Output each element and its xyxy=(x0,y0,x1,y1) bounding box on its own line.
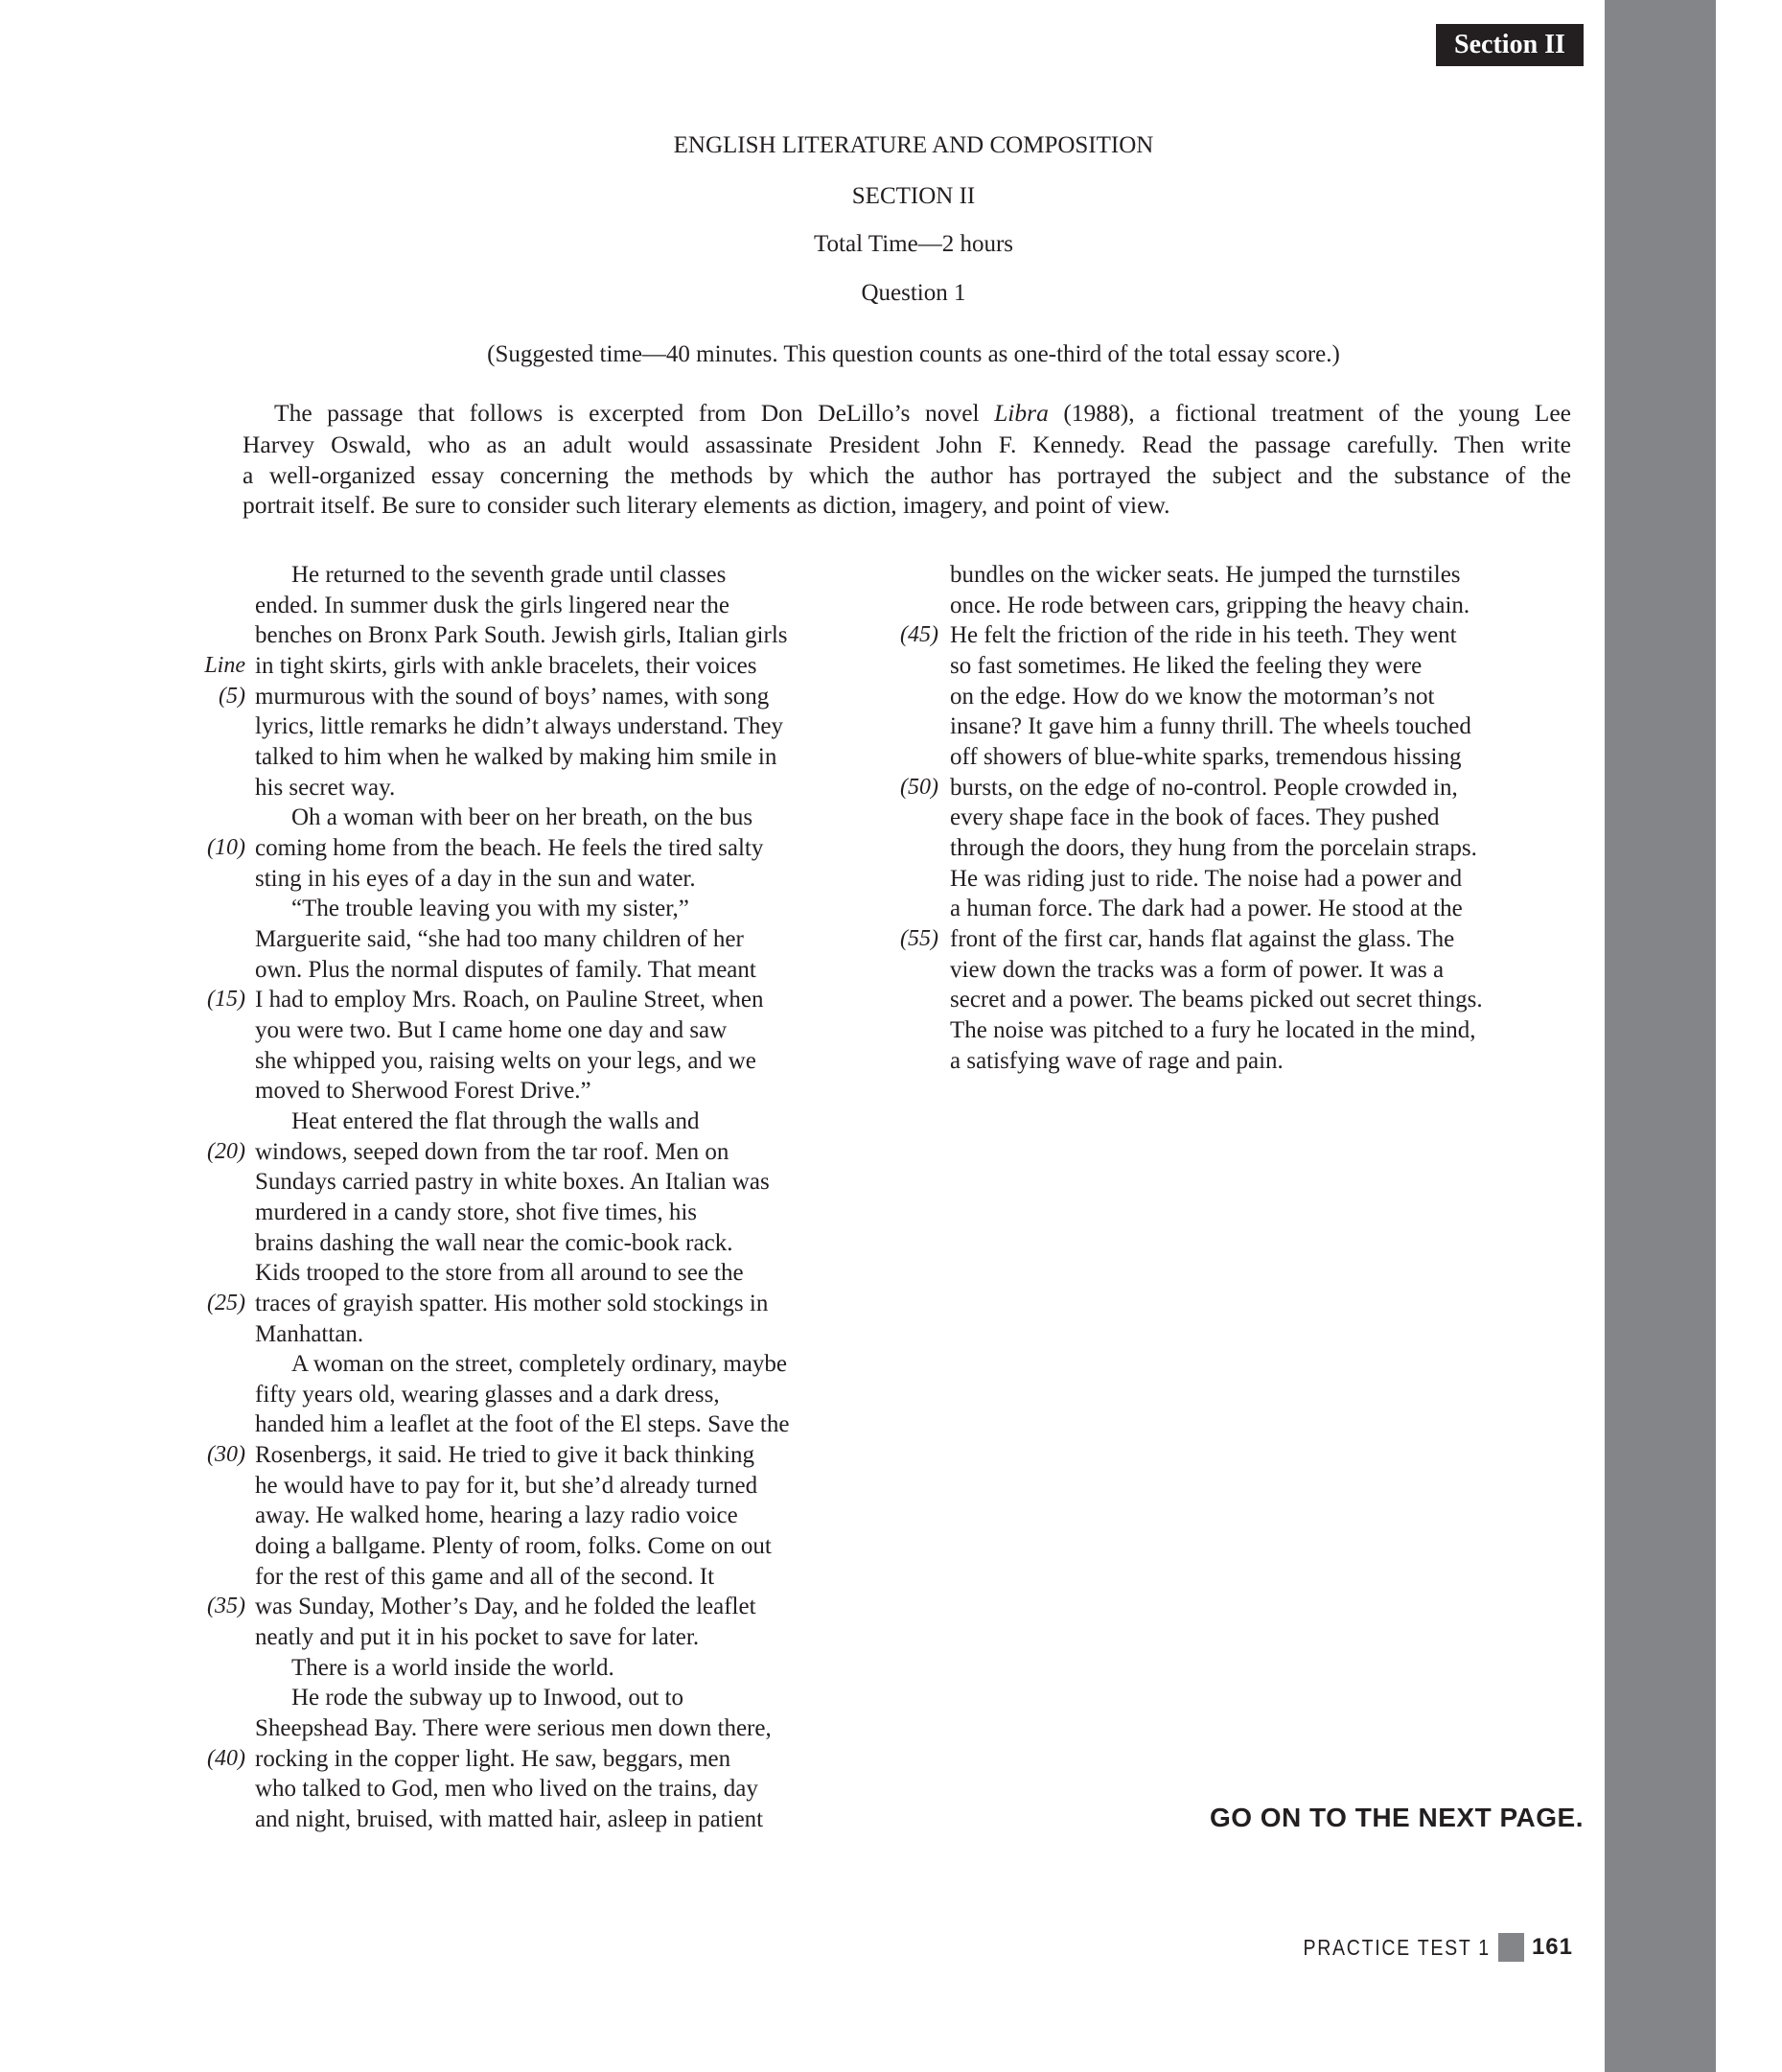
passage-line: Rosenbergs, it said. He tried to give it back thinking xyxy=(255,1442,754,1469)
passage-line: he would have to pay for it, but she’d already turned xyxy=(255,1472,758,1499)
subject-heading: ENGLISH LITERATURE AND COMPOSITION xyxy=(673,132,1154,158)
passage-line: own. Plus the normal disputes of family. That meant xyxy=(255,956,756,983)
passage-line: bursts, on the edge of no-control. People crowded in, xyxy=(950,774,1458,801)
passage-line: I had to employ Mrs. Roach, on Pauline Street, when xyxy=(255,987,764,1013)
passage-line: for the rest of this game and all of the second. It xyxy=(255,1563,715,1590)
passage-line: insane? It gave him a funny thrill. The wheels touched xyxy=(950,713,1471,740)
passage-line: There is a world inside the world. xyxy=(291,1654,614,1681)
total-time: Total Time—2 hours xyxy=(814,231,1013,257)
passage-line: secret and a power. The beams picked out secret things. xyxy=(950,987,1483,1013)
suggested-time-note: (Suggested time—40 minutes. This question counts as one-third of the total essay score.) xyxy=(487,341,1340,367)
passage-line: once. He rode between cars, gripping the heavy chain. xyxy=(950,592,1470,618)
line-number: (10) xyxy=(207,834,245,860)
passage-line: so fast sometimes. He liked the feeling they were xyxy=(950,652,1423,679)
passage-line: who talked to God, men who lived on the trains, day xyxy=(255,1776,758,1803)
passage-line: moved to Sherwood Forest Drive.” xyxy=(255,1078,591,1105)
passage-line: A woman on the street, completely ordinary, maybe xyxy=(291,1351,787,1378)
intro-text: The passage that follows is excerpted from Don DeLillo’s novel xyxy=(274,399,995,427)
footer-label: PRACTICE TEST 1 xyxy=(1303,1934,1491,1960)
passage-line: murmurous with the sound of boys’ names, with song xyxy=(255,683,770,710)
passage-line: Kids trooped to the store from all around to see the xyxy=(255,1260,744,1287)
passage-line: coming home from the beach. He feels the tired salty xyxy=(255,834,764,861)
passage-line: Manhattan. xyxy=(255,1320,364,1347)
intro-line: a well-organized essay concerning the methods by which the author has portrayed the subject and the substance of the xyxy=(243,461,1571,489)
passage-line: He returned to the seventh grade until classes xyxy=(291,562,727,588)
passage-line: sting in his eyes of a day in the sun and water. xyxy=(255,865,696,892)
passage-line: neatly and put it in his pocket to save for later. xyxy=(255,1624,700,1651)
line-number: (15) xyxy=(207,987,245,1013)
passage-line: The noise was pitched to a fury he located in the mind, xyxy=(950,1016,1476,1043)
passage-line: “The trouble leaving you with my sister,” xyxy=(291,896,689,922)
passage-line: every shape face in the book of faces. They pushed xyxy=(950,804,1440,831)
page-footer xyxy=(1270,1933,1573,1962)
passage-line: murdered in a candy store, shot five times, his xyxy=(255,1199,697,1225)
passage-line: a human force. The dark had a power. He stood at the xyxy=(950,896,1463,922)
passage-line: rocking in the copper light. He saw, beggars, men xyxy=(255,1745,731,1772)
line-number: (25) xyxy=(207,1290,245,1315)
passage-line: benches on Bronx Park South. Jewish girls, Italian girls xyxy=(255,622,788,649)
passage-line: Sheepshead Bay. There were serious men down there, xyxy=(255,1715,772,1742)
passage-line: Oh a woman with beer on her breath, on the bus xyxy=(291,804,753,831)
intro-text: (1988), a fictional treatment of the young Lee xyxy=(1048,399,1572,427)
passage-line: off showers of blue-white sparks, tremendous hissing xyxy=(950,743,1462,770)
passage-line: Heat entered the flat through the walls and xyxy=(291,1107,700,1134)
footer-marker xyxy=(1498,1933,1524,1962)
passage-line: she whipped you, raising welts on your legs, and we xyxy=(255,1047,756,1074)
passage-line: and night, bruised, with matted hair, asleep in patient xyxy=(255,1806,764,1833)
line-number: (45) xyxy=(900,622,938,648)
passage-line: talked to him when he walked by making him smile in xyxy=(255,743,777,770)
line-number: (20) xyxy=(207,1138,245,1164)
passage-line: view down the tracks was a form of power. It was a xyxy=(950,956,1445,983)
line-number: (55) xyxy=(900,925,938,951)
passage-line: on the edge. How do we know the motorman’s not xyxy=(950,683,1435,710)
passage-line: you were two. But I came home one day and saw xyxy=(255,1016,728,1043)
line-number: (5) xyxy=(219,683,245,709)
passage-line: was Sunday, Mother’s Day, and he folded the leaflet xyxy=(255,1594,756,1620)
section-badge: Section II xyxy=(1436,24,1584,66)
question-heading: Question 1 xyxy=(861,280,966,306)
passage-line: his secret way. xyxy=(255,774,396,801)
passage-line: doing a ballgame. Plenty of room, folks. Come on out xyxy=(255,1533,772,1560)
intro-line: Harvey Oswald, who as an adult would assassinate President John F. Kennedy. Read the passage carefully. Then write xyxy=(243,431,1571,458)
intro-line xyxy=(274,398,1571,428)
passage-line: bundles on the wicker seats. He jumped the turnstiles xyxy=(950,562,1461,588)
line-number: (30) xyxy=(207,1442,245,1468)
passage-line: fifty years old, wearing glasses and a dark dress, xyxy=(255,1381,720,1408)
passage-line: away. He walked home, hearing a lazy radio voice xyxy=(255,1502,738,1529)
line-number: Line xyxy=(204,652,245,678)
line-number: (50) xyxy=(900,774,938,800)
passage-line: handed him a leaflet at the foot of the El steps. Save the xyxy=(255,1411,790,1438)
passage-line: traces of grayish spatter. His mother sold stockings in xyxy=(255,1290,769,1316)
passage-line: a satisfying wave of rage and pain. xyxy=(950,1047,1284,1074)
page-number: 161 xyxy=(1531,1934,1573,1960)
passage-line: in tight skirts, girls with ankle bracelets, their voices xyxy=(255,652,757,679)
passage-line: lyrics, little remarks he didn’t always understand. They xyxy=(255,713,784,740)
passage-line: windows, seeped down from the tar roof. Men on xyxy=(255,1138,729,1165)
intro-line: portrait itself. Be sure to consider such literary elements as diction, imagery, and point of view. xyxy=(243,491,1170,519)
passage-line: He rode the subway up to Inwood, out to xyxy=(291,1685,683,1711)
passage-line: front of the first car, hands flat against the glass. The xyxy=(950,925,1455,952)
passage-line: He was riding just to ride. The noise had a power and xyxy=(950,865,1463,892)
passage-line: brains dashing the wall near the comic-book rack. xyxy=(255,1229,733,1256)
passage-line: ended. In summer dusk the girls lingered near the xyxy=(255,592,729,618)
passage-line: Sundays carried pastry in white boxes. An Italian was xyxy=(255,1169,770,1196)
novel-title: Libra xyxy=(994,399,1049,427)
passage-line: Marguerite said, “she had too many children of her xyxy=(255,925,744,952)
go-on-notice: GO ON TO THE NEXT PAGE. xyxy=(1209,1803,1584,1832)
page-edge-tab-bar xyxy=(1605,0,1716,2072)
passage-line: through the doors, they hung from the porcelain straps. xyxy=(950,834,1477,861)
passage-line: He felt the friction of the ride in his teeth. They went xyxy=(950,622,1457,649)
line-number: (40) xyxy=(207,1745,245,1771)
line-number: (35) xyxy=(207,1594,245,1619)
section-heading: SECTION II xyxy=(851,183,976,209)
